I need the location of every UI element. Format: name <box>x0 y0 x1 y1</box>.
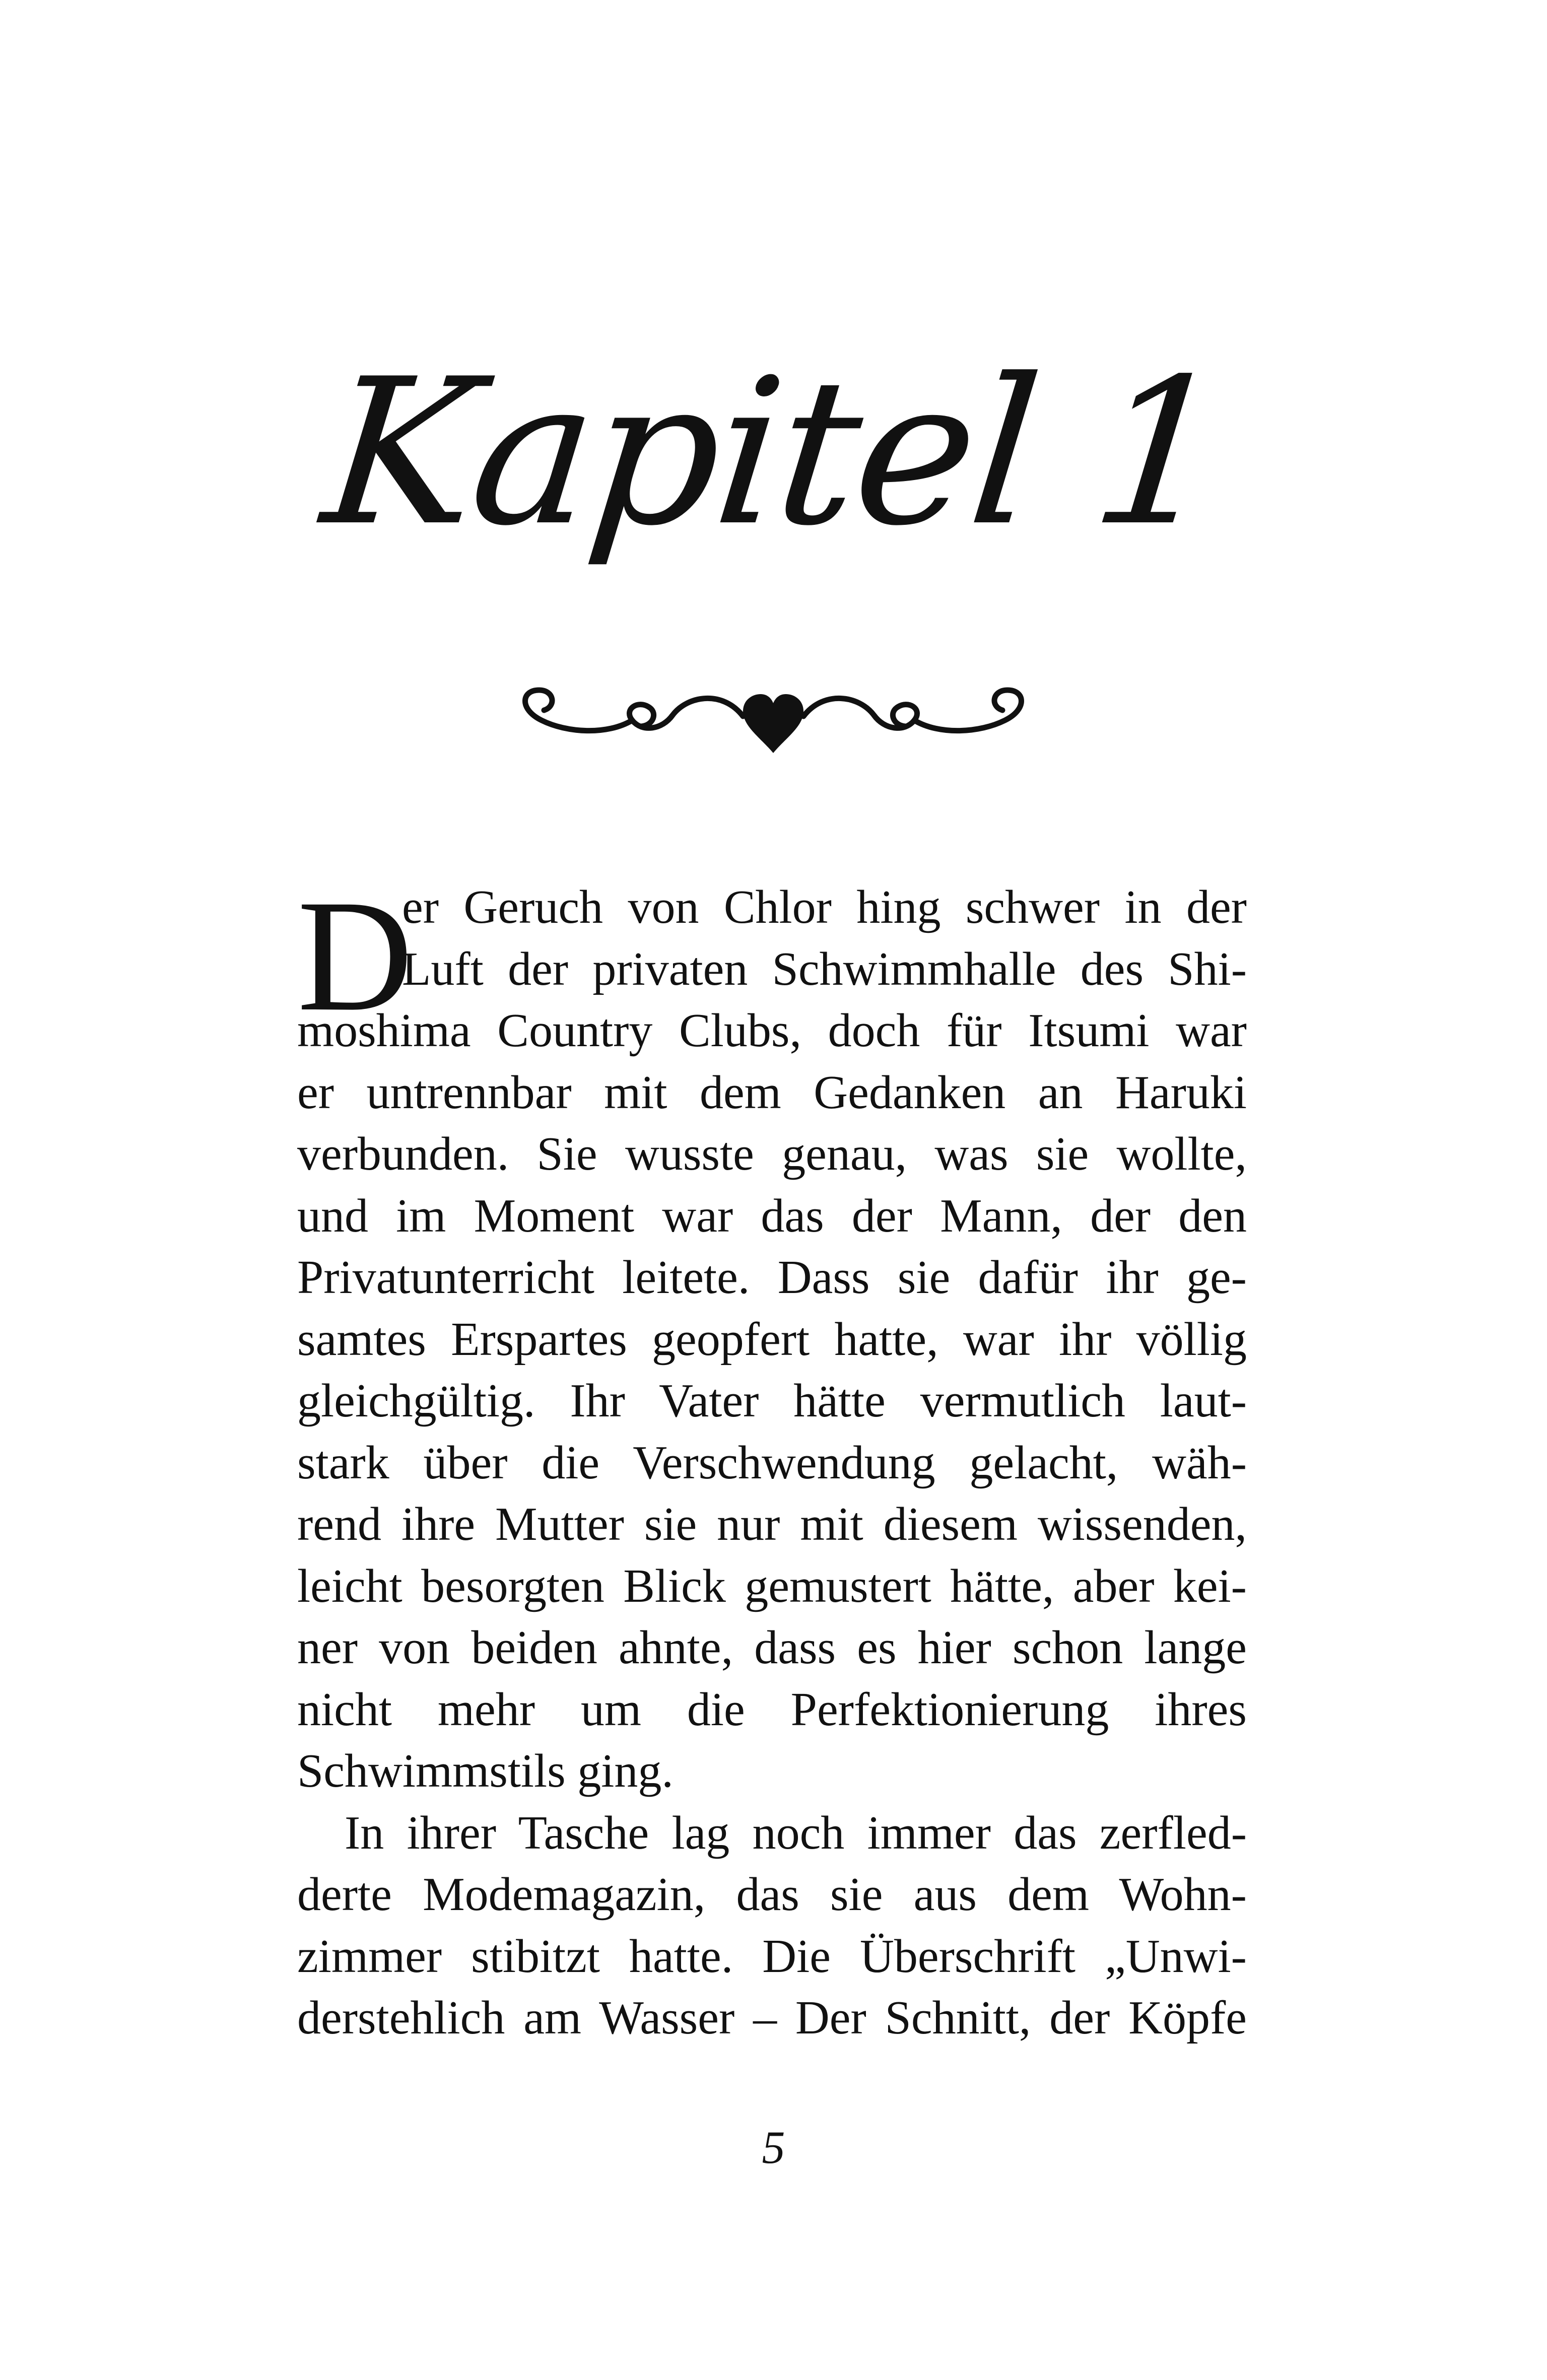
text-line: Schwimmstils ging. <box>297 1745 674 1797</box>
text-line: er Geruch von Chlor hing schwer in der <box>402 881 1247 933</box>
text-line: Luft der privaten Schwimmhalle des Shi- <box>402 942 1247 995</box>
text-line: derstehlich am Wasser – Der Schnitt, der Köpfe <box>297 1992 1247 2044</box>
drop-cap: D <box>297 867 413 1044</box>
text-line: derte Modemagazin, das sie aus dem Wohn- <box>297 1868 1247 1921</box>
text-line: zimmer stibitzt hatte. Die Überschrift „Unwi- <box>297 1930 1247 1983</box>
heart-icon <box>743 694 803 753</box>
text-line: stark über die Verschwendung gelacht, wäh- <box>297 1436 1247 1489</box>
text-line: ner von beiden ahnte, dass es hier schon lange <box>297 1621 1247 1674</box>
chapter-title: Kapitel 1 <box>314 336 1233 570</box>
page-number: 5 <box>762 2122 785 2173</box>
text-line: In ihrer Tasche lag noch immer das zerfled- <box>345 1806 1247 1859</box>
chapter-body-text <box>297 867 1247 2049</box>
text-line: verbunden. Sie wusste genau, was sie wollte, <box>297 1128 1247 1180</box>
text-line: nicht mehr um die Perfektionierung ihres <box>297 1683 1247 1736</box>
text-line: gleichgültig. Ihr Vater hätte vermutlich laut- <box>297 1375 1247 1427</box>
text-line: und im Moment war das der Mann, der den <box>297 1189 1247 1242</box>
text-line: samtes Erspartes geopfert hatte, war ihr völlig <box>297 1313 1247 1366</box>
text-line: er untrennbar mit dem Gedanken an Haruki <box>297 1066 1247 1119</box>
text-line: Privatunterricht leitete. Dass sie dafür ihr ge- <box>297 1251 1247 1304</box>
heart-flourish-divider-icon <box>506 670 1040 761</box>
text-line: moshima Country Clubs, doch für Itsumi war <box>297 1004 1247 1057</box>
text-line: leicht besorgten Blick gemustert hätte, aber kei- <box>297 1559 1247 1612</box>
text-line: rend ihre Mutter sie nur mit diesem wissenden, <box>297 1498 1247 1550</box>
